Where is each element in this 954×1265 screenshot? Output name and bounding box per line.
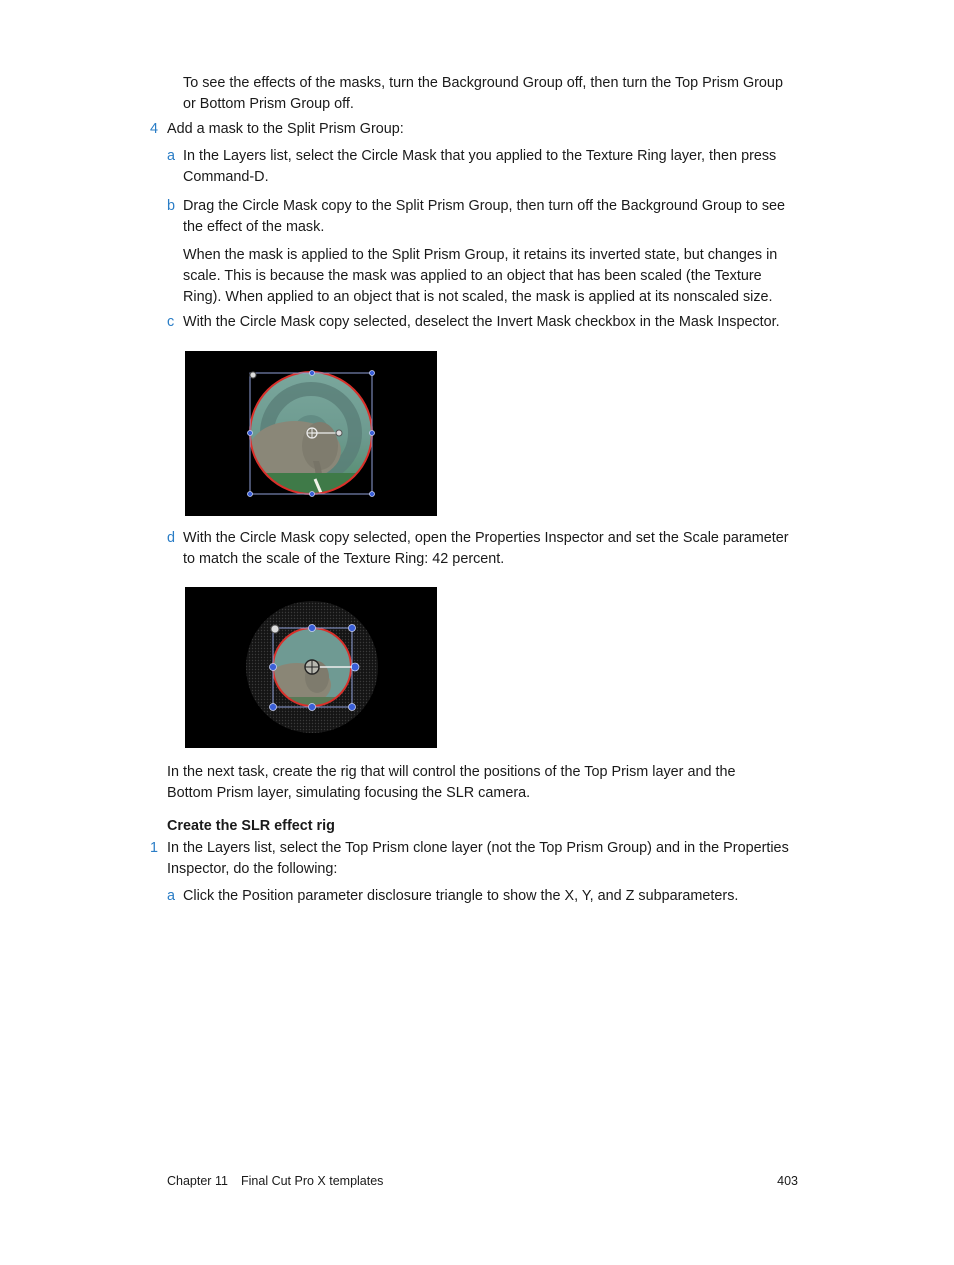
step-4c-marker: c	[167, 314, 175, 330]
step-4b-marker: b	[167, 198, 176, 214]
step-4b-text: Drag the Circle Mask copy to the Split Prism Group, then turn off the Background Group to see the effect of the mask.	[183, 198, 786, 235]
rotation-handle	[271, 625, 279, 633]
step-4d-text: With the Circle Mask copy selected, open the Properties Inspector and set the Scale parameter to match the scale of the Texture Ring: 42 percent.	[183, 530, 789, 567]
step-4a-text: In the Layers list, select the Circle Mask that you applied to the Texture Ring layer, then press Command-D.	[183, 148, 777, 185]
step-4-number: 4	[150, 121, 159, 137]
scaled-mask-screenshot	[185, 587, 437, 748]
step-4d-marker: d	[167, 530, 176, 546]
page-number: 403	[777, 1174, 798, 1188]
intro-paragraph: To see the effects of the masks, turn the Background Group off, then turn the Top Prism Group or Bottom Prism Group off.	[183, 75, 783, 112]
step-1a-text: Click the Position parameter disclosure triangle to show the X, Y, and Z subparameters.	[183, 888, 739, 904]
circle-mask-screenshot	[185, 351, 437, 516]
step-4c-text: With the Circle Mask copy selected, deselect the Invert Mask checkbox in the Mask Inspector.	[183, 314, 780, 330]
step-4-text: Add a mask to the Split Prism Group:	[167, 121, 404, 137]
footer-chapter-title-link[interactable]: Final Cut Pro X templates	[241, 1174, 384, 1188]
step-1-number: 1	[150, 840, 159, 856]
step-4b-note: When the mask is applied to the Split Prism Group, it retains its inverted state, but changes in scale. This is because the mask was applied to an object that has been scaled (the Texture Ring). When applied to an object that is not scaled, the mask is applied at its nonscaled size.	[183, 247, 778, 305]
footer-chapter-label: Chapter 11	[167, 1174, 228, 1188]
step-4a-marker: a	[167, 148, 176, 164]
section-heading: Create the SLR effect rig	[167, 818, 335, 834]
rotation-handle	[250, 372, 256, 378]
step-1-text: In the Layers list, select the Top Prism clone layer (not the Top Prism Group) and in the Properties Inspector, do the following:	[167, 840, 789, 877]
step-1a-marker: a	[167, 888, 176, 904]
next-task-paragraph: In the next task, create the rig that will control the positions of the Top Prism layer and the Bottom Prism layer, simulating focusing the SLR camera.	[167, 764, 736, 801]
